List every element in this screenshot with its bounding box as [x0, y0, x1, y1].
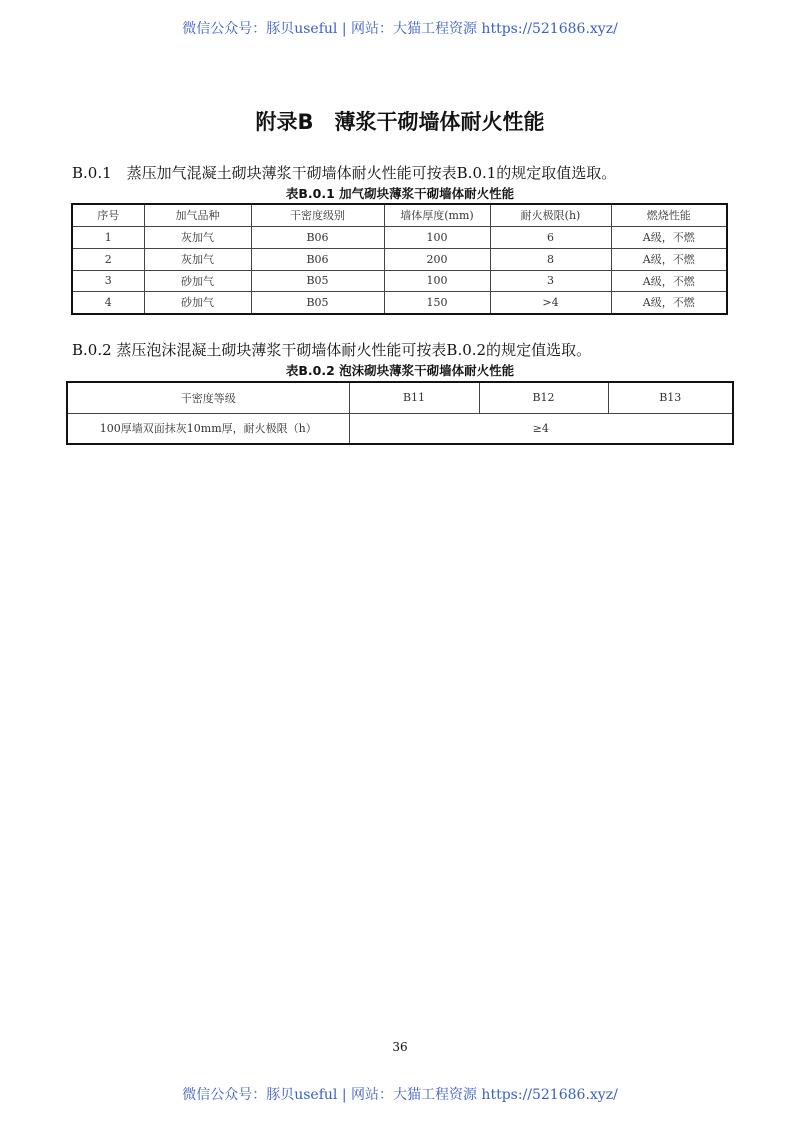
page-number: 36	[392, 1040, 408, 1054]
cell: B06	[251, 226, 384, 248]
cell: >4	[490, 291, 611, 314]
cell: 3	[490, 270, 611, 291]
cell: 2	[72, 248, 144, 270]
cell: 100厚墙双面抹灰10mm厚，耐火极限（h）	[67, 413, 349, 444]
header-cell: 序号	[72, 204, 144, 226]
table-row	[72, 248, 727, 270]
cell: ≥4	[349, 413, 733, 444]
header-cell: B11	[349, 382, 479, 413]
table-row	[72, 270, 727, 291]
watermark-bottom: 微信公众号：豚贝useful | 网站：大猫工程资源 https://521686.xyz/	[182, 1087, 618, 1103]
cell: 灰加气	[144, 248, 251, 270]
cell: 灰加气	[144, 226, 251, 248]
header-cell: B12	[479, 382, 608, 413]
table-row	[72, 291, 727, 314]
cell: 砂加气	[144, 291, 251, 314]
cell: 100	[384, 270, 490, 291]
cell: 6	[490, 226, 611, 248]
cell: A级，不燃	[611, 226, 727, 248]
header-cell: 燃烧性能	[611, 204, 727, 226]
header-cell: B13	[608, 382, 733, 413]
header-cell: 加气品种	[144, 204, 251, 226]
cell: 100	[384, 226, 490, 248]
appendix-title: 附录B 薄浆干砌墙体耐火性能	[255, 110, 545, 134]
cell: A级，不燃	[611, 291, 727, 314]
cell: 8	[490, 248, 611, 270]
cell: B05	[251, 291, 384, 314]
table-b02	[66, 381, 734, 445]
cell: 1	[72, 226, 144, 248]
watermark-top: 微信公众号：豚贝useful | 网站：大猫工程资源 https://521686.xyz/	[182, 21, 618, 37]
clause-b01: B.0.1 蒸压加气混凝土砌块薄浆干砌墙体耐火性能可按表B.0.1的规定取值选取。	[72, 164, 617, 182]
cell: B06	[251, 248, 384, 270]
table-b01	[71, 203, 728, 315]
table-header-row	[72, 204, 727, 226]
table2-caption: 表B.0.2 泡沫砌块薄浆干砌墙体耐火性能	[285, 363, 515, 378]
cell: A级，不燃	[611, 248, 727, 270]
table-row	[72, 226, 727, 248]
cell: 4	[72, 291, 144, 314]
table-row	[67, 413, 733, 444]
table1-caption: 表B.0.1 加气砌块薄浆干砌墙体耐火性能	[285, 186, 515, 201]
cell: 砂加气	[144, 270, 251, 291]
header-cell: 墙体厚度(mm)	[384, 204, 490, 226]
clause-b02: B.0.2 蒸压泡沫混凝土砌块薄浆干砌墙体耐火性能可按表B.0.2的规定值选取。	[72, 341, 592, 359]
cell: 3	[72, 270, 144, 291]
header-cell: 干密度等级	[67, 382, 349, 413]
header-cell: 干密度级别	[251, 204, 384, 226]
table-header-row	[67, 382, 733, 413]
cell: A级，不燃	[611, 270, 727, 291]
cell: B05	[251, 270, 384, 291]
cell: 200	[384, 248, 490, 270]
cell: 150	[384, 291, 490, 314]
header-cell: 耐火极限(h)	[490, 204, 611, 226]
